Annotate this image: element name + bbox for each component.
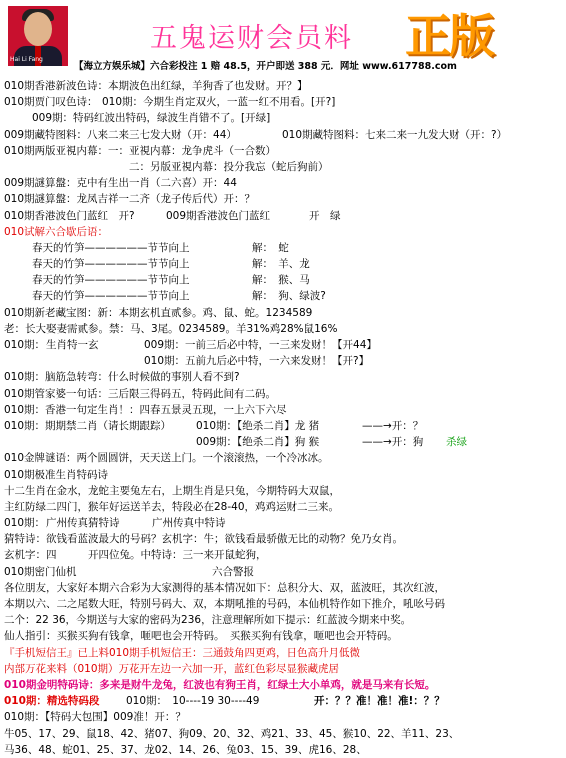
line-text: 010期：脑筋急转弯：什么时候做的事别人看不到?	[4, 371, 240, 384]
line-text: 广州传真猜特诗	[46, 517, 120, 530]
line-text: 杀绿	[446, 436, 467, 449]
text-line	[4, 240, 564, 256]
text-line	[4, 661, 564, 677]
text-line	[4, 175, 564, 191]
line-text: 马36、48、蛇01、25、37、龙02、14、26、兔03、15、39、虎16、28、	[4, 743, 367, 756]
line-text: 010期藏特图料：七来二来一九发大财（开：?）	[282, 128, 508, 141]
line-text: 解： 羊、龙	[252, 258, 310, 271]
text-line	[4, 547, 564, 563]
line-text: 010期謎算盤：龙凤吉祥一二齐（龙子传后代）开：？	[4, 193, 256, 206]
line-text: 010期贾门叹色诗：	[4, 96, 98, 109]
text-line	[4, 321, 564, 337]
line-text: 广州传真中特诗	[152, 517, 226, 530]
line-text: 仙人指引：买猴买狗有钱拿，咂吧也会开特码。 买猴买狗有钱拿，咂吧也会开特码。	[4, 630, 398, 643]
text-line	[4, 612, 564, 628]
text-line	[4, 693, 564, 709]
line-text: 玄机字：四	[4, 549, 57, 562]
text-line	[4, 78, 564, 94]
line-text: 010期：【特码大包围】009准！开：？	[4, 711, 186, 724]
text-line	[4, 483, 564, 499]
line-text: 010期：今期生肖定双火，一蓝一红不用看。[开?]	[102, 96, 336, 109]
line-text: 010期：	[4, 517, 46, 530]
section-heading: 010试解六合歇后语：	[4, 225, 109, 238]
text-line	[4, 434, 564, 450]
line-text: 010金牌谜语：两个圆圆饼，天天送上门。一个滚滚热，一个冷冰冰。	[4, 452, 329, 465]
line-text: 009期：特码红波出特码，绿波生肖错不了。[开绿]	[32, 112, 271, 125]
text-line	[4, 709, 564, 725]
line-text: 开 绿	[309, 209, 341, 222]
text-line	[4, 224, 564, 240]
text-line	[4, 467, 564, 483]
line-text: 010期香港新波色诗：本期波色出红绿，羊狗香了也发财。开？】	[4, 80, 308, 92]
text-line	[4, 208, 564, 224]
line-text: 开四位兔。中特诗：三一来开鼠蛇狗，	[88, 549, 267, 562]
text-line	[4, 645, 564, 661]
text-line	[4, 726, 564, 742]
ad-banner-text[interactable]: 【海立方娱乐城】六合彩投注 1 赔 48.5，开户即送 388 元．网址 www.617788.com	[74, 61, 457, 72]
text-line	[4, 305, 564, 321]
portrait-photo	[8, 6, 68, 66]
text-line	[4, 515, 564, 531]
text-line	[4, 369, 564, 385]
line-text: 009期：一前三后必中特，一三来发财！【开44】	[144, 339, 377, 351]
text-line	[4, 531, 564, 547]
line-text: 老：长大娶妻需贰参。禁：马、3尾。0234589。羊31%鸡28%鼠16%	[4, 322, 338, 335]
line-text: 010期两版亚視内幕：一：亚視内幕：龙争虎斗（一合数）	[4, 144, 277, 157]
line-text: 各位朋友，大家好本期六合彩为大家测得的基本情况如下：总积分大、双，蓝波旺，其次红波，	[4, 581, 445, 594]
authentic-badge: 正版	[405, 9, 493, 63]
text-line	[4, 337, 564, 353]
line-text: 本期以六、二之尾数大旺，特别号码大、双，本期吼推的号码，本仙机特作如下推介，吼吆号码	[4, 598, 445, 610]
line-text: 解： 狗、绿波?	[252, 290, 326, 303]
line-text: 010期极准生肖特码诗	[4, 468, 109, 481]
line-text: 010期管家婆一句话：三后限三得码五，特码此间有二码。	[4, 387, 277, 400]
line-text: 010期新老藏宝图：新：本期玄机直贰参。鸡、鼠、蛇。1234589	[4, 306, 313, 319]
content	[4, 78, 564, 758]
line-text: 010期密门仙机	[4, 565, 77, 578]
text-line	[4, 580, 564, 596]
portrait-face	[24, 12, 52, 46]
text-line	[4, 159, 564, 175]
line-text: 春天的竹笋——————节节向上	[32, 290, 190, 303]
line-text: 开：？？准！准！准!：？？	[314, 695, 445, 708]
text-line	[4, 677, 564, 693]
line-text: 010期： 10----19 30----49	[126, 695, 260, 708]
text-line	[4, 402, 564, 418]
line-text: 010期：期期禁二肖（请长期跟踪）	[4, 419, 172, 432]
text-line	[4, 499, 564, 515]
line-text: 春天的竹笋——————节节向上	[32, 258, 190, 271]
line-text: 009期香港波色门蓝红	[166, 209, 271, 222]
line-text: 春天的竹笋——————节节向上	[32, 241, 190, 254]
header	[0, 0, 566, 72]
text-line	[4, 353, 564, 369]
line-text: 十二生肖在金水，龙蛇主要兔左右，上期生肖是只兔，今期特码大双鼠，	[4, 484, 340, 497]
page-title: 五鬼运财会员料	[150, 23, 353, 54]
text-line	[4, 110, 564, 126]
line-text: 010期：五前九后必中特，一六来发财！【开?】	[144, 355, 370, 368]
line-text: 010期：【绝杀二肖】龙 猪	[196, 419, 320, 432]
line-text: ——→开：狗	[362, 436, 424, 449]
text-line	[4, 256, 564, 272]
line-text: 主红防绿二四门，猴年好运送羊去，特段必在28-40，鸡鸡运财二三来。	[4, 500, 340, 513]
line-text: 二：另版亚視内幕：投分我忘（蛇后狗前）	[129, 160, 329, 173]
text-line	[4, 191, 564, 207]
line-text: 解： 蛇	[252, 241, 289, 254]
line-text: 009期謎算盤：克中有生出一肖（二六喜）开：44	[4, 177, 237, 190]
line-text: 010期香港波色门蓝红 开?	[4, 209, 135, 222]
line-text: 009期：【绝杀二肖】狗 猴	[196, 436, 320, 449]
line-text: 010期：	[4, 339, 46, 351]
text-line	[4, 564, 564, 580]
line-text: 生肖特一玄	[46, 339, 99, 351]
text-line	[4, 288, 564, 304]
text-line	[4, 127, 564, 143]
line-text: 六合警报	[212, 565, 254, 578]
golden-poem-line: 010期金明特码诗：多来是财牛龙兔，红波也有狗王肖，红绿土大小单鸡，就是马来有长短。	[4, 678, 436, 691]
text-line	[4, 450, 564, 466]
text-line	[4, 386, 564, 402]
text-line	[4, 94, 564, 110]
text-line	[4, 272, 564, 288]
line-text: 猜特诗：欲钱看蓝波最大的号码？玄机字：牛；欲钱看最骄傲无比的动物？免乃女肖。	[4, 533, 403, 546]
line-text: 009期藏特图料：八来二来三七发大财（开：44）	[4, 128, 237, 141]
text-line	[4, 143, 564, 159]
photo-logo: Hai Li Fang	[10, 56, 43, 63]
sms-king-line: 『手机短信王』已上料010期手机短信王：三通鼓角四更鸡，日色高升月低微	[4, 646, 361, 659]
line-text: 春天的竹笋——————节节向上	[32, 274, 190, 287]
text-line	[4, 596, 564, 612]
line-text: 二个：22 36，今期送与大家的密码为236，注意理解所如下提示：红蓝波今期来中奖。	[4, 614, 412, 627]
line-text: 010期：香港一句定生肖！：四春五景灵五现，一上六下六尽	[4, 403, 287, 416]
line-text: 解： 猴、马	[252, 274, 310, 287]
line-text: ——→开：？	[362, 419, 424, 432]
text-line	[4, 628, 564, 644]
line-text: 牛05、17、29、鼠18、42、猪07、狗09、20、32、鸡21、33、45、猴10、22、羊11、23、	[4, 727, 460, 740]
line-text: 010期：精选特码段	[4, 695, 100, 708]
wanhua-line: 内部万花来料（010期）万花开左边一六加一开，蓝红色彩尽显猴藏虎居	[4, 662, 340, 675]
text-line	[4, 418, 564, 434]
